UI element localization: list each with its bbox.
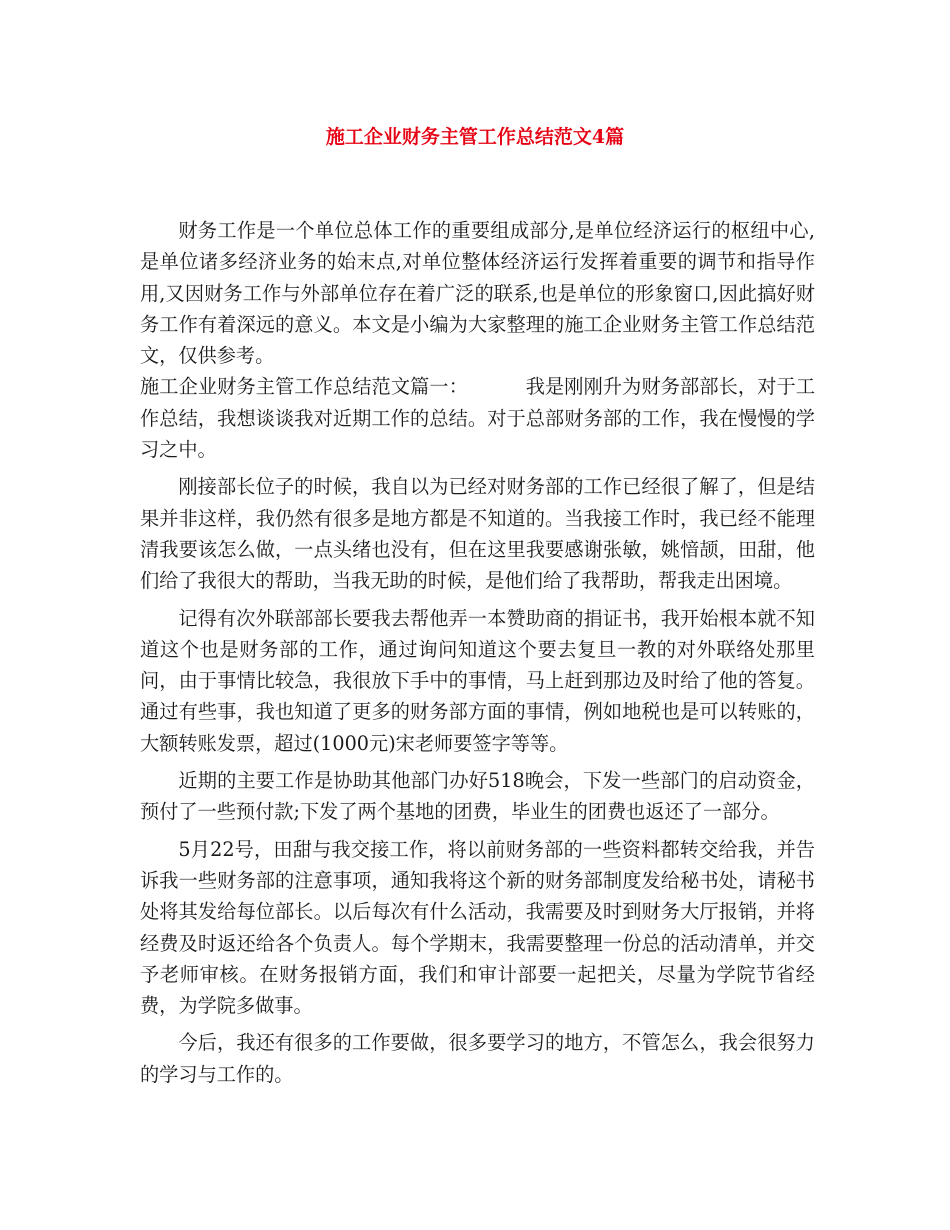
body-paragraph: 记得有次外联部部长要我去帮他弄一本赞助商的捐证书，我开始根本就不知道这个也是财务部的工作，通过询问知道这个要去复旦一教的对外联络处那里问，由于事情比较急，我很放下手中的事情，马上赶到那边及时给了他的答复。通过有些事，我也知道了更多的财务部方面的事情，例如地税也是可以转账的，大额转账发票，超过(1000元)宋老师要签字等等。 xyxy=(140,606,815,755)
body-paragraph: 近期的主要工作是协助其他部门办好518晚会，下发一些部门的启动资金，预付了一些预付款;下发了两个基地的团费，毕业生的团费也返还了一部分。 xyxy=(140,769,815,824)
body-paragraph: 今后，我还有很多的工作要做，很多要学习的地方，不管怎么，我会很努力的学习与工作的。 xyxy=(140,1031,815,1086)
intro-paragraph: 财务工作是一个单位总体工作的重要组成部分,是单位经济运行的枢纽中心,是单位诸多经济业务的始末点,对单位整体经济运行发挥着重要的调节和指导作用,又因财务工作与外部单位存在着广泛的联系,也是单位的形象窗口,因此搞好财务工作有着深远的意义。本文是小编为大家整理的施工企业财务主管工作总结范文，仅供参考。 xyxy=(140,219,815,368)
section-one-paragraph xyxy=(140,371,815,465)
section-heading: 施工企业财务主管工作总结范文篇一： xyxy=(140,375,468,399)
body-paragraph: 5月22号，田甜与我交接工作，将以前财务部的一些资料都转交给我，并告诉我一些财务部的注意事项，通知我将这个新的财务部制度发给秘书处，请秘书处将其发给每位部长。以后每次有什么活动，我需要及时到财务大厅报销，并将经费及时返还给各个负责人。每个学期末，我需要整理一份总的活动清单，并交予老师审核。在财务报销方面，我们和审计部要一起把关，尽量为学院节省经费，为学院多做事。 xyxy=(140,837,815,1018)
document-title: 施工企业财务主管工作总结范文4篇 xyxy=(325,126,625,148)
document-body xyxy=(140,215,815,1090)
body-paragraph: 刚接部长位子的时候，我自以为已经对财务部的工作已经很了解了，但是结果并非这样，我仍然有很多是地方都是不知道的。当我接工作时，我已经不能理清我要该怎么做，一点头绪也没有，但在这里我要感谢张敏，姚愔颉，田甜，他们给了我很大的帮助，当我无助的时候，是他们给了我帮助，帮我走出困境。 xyxy=(140,475,815,593)
section-lead: 我是刚刚升为财务部部长，对于工作总结，我想谈谈我对近期工作的总结。对于总部财务部的工作，我在慢慢的学习之中。 xyxy=(140,375,816,462)
